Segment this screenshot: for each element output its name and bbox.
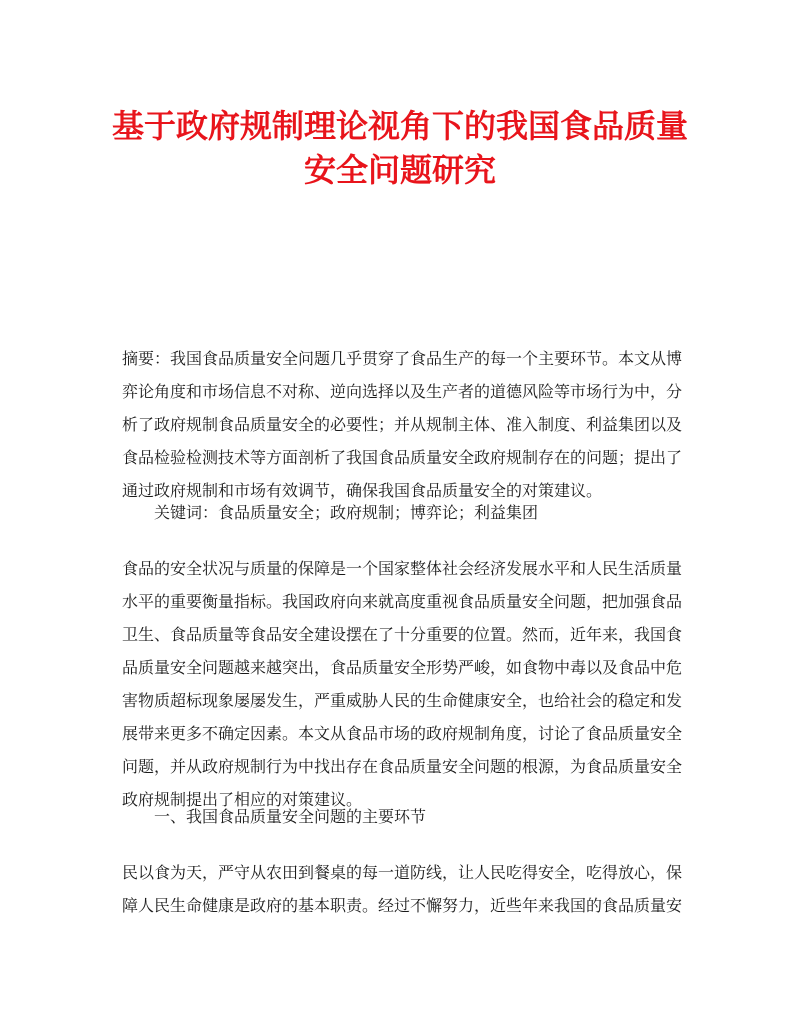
section-heading [122,800,682,833]
document-title: 基于政府规制理论视角下的我国食品质量安全问题研究 [111,107,688,189]
keywords-line [122,496,682,529]
abstract-text: 摘要：我国食品质量安全问题几乎贯穿了食品生产的每一个主要环节。本文从博弈论角度和市场信息不对称、逆向选择以及生产者的道德风险等市场行为中，分析了政府规制食品质量安全的必要性；并从规制主体、准入制度、利益集团以及食品检验检测技术等方面剖析了我国食品质量安全政府规制存在的问题；提出了通过政府规制和市场有效调节，确保我国食品质量安全的对策建议。 [122,349,683,500]
section-paragraph-text: 民以食为天，严守从农田到餐桌的每一道防线，让人民吃得安全，吃得放心，保障人民生命健康是政府的基本职责。经过不懈努力，近些年来我国的食品质量安 [122,863,683,915]
abstract-paragraph [122,342,682,507]
section-heading-text: 一、我国食品质量安全问题的主要环节 [154,807,427,826]
intro-text: 食品的安全状况与质量的保障是一个国家整体社会经济发展水平和人民生活质量水平的重要衡量指标。我国政府向来就高度重视食品质量安全问题，把加强食品卫生、食品质量等食品安全建设摆在了十分重要的位置。然而，近年来，我国食品质量安全问题越来越突出，食品质量安全形势严峻，如食物中毒以及食品中危害物质超标现象屡屡发生，严重威胁人民的生命健康安全，也给社会的稳定和发展带来更多不确定因素。本文从食品市场的政府规制角度，讨论了食品质量安全问题，并从政府规制行为中找出存在食品质量安全问题的根源，为食品质量安全政府规制提出了相应的对策建议。 [122,559,683,809]
keywords-text: 关键词：食品质量安全；政府规制；博弈论；利益集团 [154,503,539,522]
intro-paragraph [122,552,682,816]
section-paragraph [122,856,682,922]
